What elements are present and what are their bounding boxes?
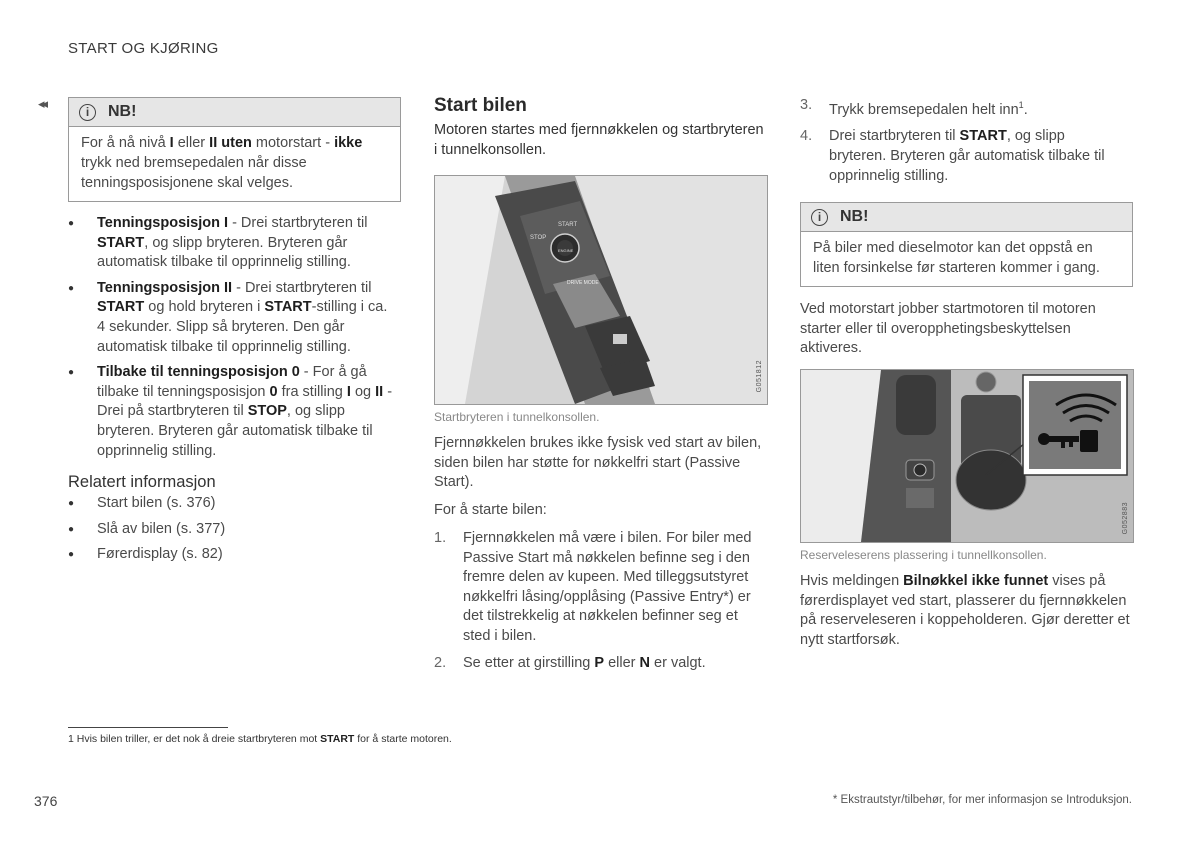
back-arrows-icon[interactable]: ◂◂ [38,96,46,111]
figure-code: G051812 [756,359,763,392]
related-list [68,494,398,565]
list-item: ● Tenningsposisjon II - Drei startbryteren til START og hold bryteren i START-stilling i ca. 4 sekunder. Slipp så bryteren. Den går automatisk tilbake til opprinnelig stilling. [68,279,398,357]
section-title: START OG KJØRING [68,40,219,57]
related-list-wrap [68,494,398,571]
cupholder-illustration [801,370,1133,542]
start-steps-continued [800,96,1120,186]
list-item: ● Tilbake til tenningsposisjon 0 - For å gå tilbake til tenningsposisjon 0 fra stilling I og II - Drei på startbryteren til STOP, og slipp bryteren. Bryteren går automatisk tilbake til opprinnelig stilling. [68,363,398,461]
footnote-divider [68,727,228,728]
label-stop: STOP [530,235,547,241]
label-drive-mode: DRIVE MODE [567,280,599,286]
note-title: NB! [108,103,137,120]
figure-caption: Startbryteren i tunnelkonsollen. [434,410,600,424]
ignition-list-wrap [68,214,398,467]
steps-list-2 [800,96,1120,193]
related-link[interactable]: ● Førerdisplay (s. 82) [68,545,398,565]
ignition-positions-list [68,214,398,461]
para-how-to-start: For å starte bilen: [434,502,547,518]
list-item: 3. Trykk bremsepedalen helt inn$^1$. [800,97,1028,118]
reserve-reader-figure [800,369,1134,543]
para-passive-start: Fjernnøkkelen brukes ikke fysisk ved start av bilen, siden bilen har støtte for nøkkelfri start (Passive Start). [434,435,762,491]
related-title: Relatert informasjon [68,473,216,491]
para-key-not-found: Hvis meldingen Bilnøkkel ikke funnet vises på førerdisplayet ved start, plasserer du fjernnøkkelen på reserveleseren i koppeholderen. Gjør deretter et nytt startforsøk. [800,573,1130,648]
intro-text: Motoren startes med fjernnøkkelen og startbryteren i tunnelkonsollen. [434,122,764,158]
figure-caption: Reserveleserens plassering i tunnellkonsollen. [800,548,1047,562]
start-steps [434,529,766,673]
page-number: 376 [34,793,58,809]
info-icon: i [811,209,828,226]
related-link[interactable]: ● Start bilen (s. 376) [68,494,398,514]
steps-list-1 [434,529,766,680]
list-item: 2. Se etter at girstilling P eller N er valgt. [434,654,706,671]
label-engine: ENGINE [558,248,574,253]
console-illustration [435,176,767,404]
note-title: NB! [840,208,869,225]
footnote: 1 Hvis bilen triller, er det nok å dreie startbryteren mot START for å starte motoren. [68,733,452,745]
note-text: På biler med dieselmotor kan det oppstå en liten forsinkelse før starteren kommer i gang. [813,240,1100,276]
figure-code: G052883 [1122,501,1129,534]
note-header [801,203,1132,232]
page-title: Start bilen [434,95,527,116]
list-item: 4. Drei startbryteren til START, og slipp bryteren. Bryteren går automatisk tilbake til opprinnelig stilling. [800,128,1105,184]
diesel-note-box [800,202,1133,287]
para-starter-motor: Ved motorstart jobber startmotoren til motoren starter eller til overopphetingsbeskyttelsen aktiveres. [800,301,1096,357]
label-start: START [558,222,578,228]
note-text: For å nå nivå I eller II uten motorstart - ikke trykk ned bremsepedalen når disse tenningsposisjonene skal velges. [81,135,363,191]
related-link[interactable]: ● Slå av bilen (s. 377) [68,520,398,540]
list-item: ● Tenningsposisjon I - Drei startbryteren til START, og slipp bryteren. Bryteren går automatisk tilbake til opprinnelig stilling. [68,214,398,273]
note-box [68,97,401,202]
note-header [69,98,400,127]
list-item: 1. Fjernnøkkelen må være i bilen. For biler med Passive Start må nøkkelen befinne seg i den fremre delen av kupeen. Med tilleggsutstyret nøkkelfri låsing/opplåsing (Passive Entry*) er det tilstrekkelig at nøkkelen befinner seg et sted i bilen. [434,530,752,644]
footer-note: * Ekstrautstyr/tilbehør, for mer informasjon se Introduksjon. [832,794,1132,806]
start-button-figure [434,175,768,405]
info-icon: i [79,104,96,121]
